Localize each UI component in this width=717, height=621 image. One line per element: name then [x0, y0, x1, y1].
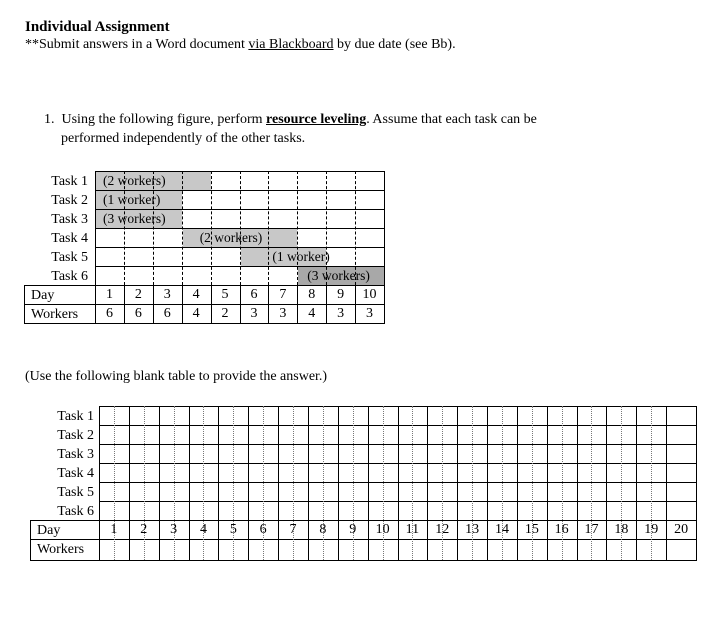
day-number: 6 [250, 287, 258, 302]
answer-worker-cell[interactable] [309, 540, 337, 559]
answer-worker-cell[interactable] [130, 540, 158, 559]
grid-line [268, 171, 269, 285]
answer-worker-cell[interactable] [369, 540, 397, 559]
answer-task-label: Task 3 [57, 447, 94, 462]
worker-count: 3 [337, 306, 345, 321]
worker-count: 6 [163, 306, 171, 321]
answer-day-number: 7 [289, 522, 297, 537]
bar-label: (1 worker) [272, 249, 330, 264]
answer-day-number: 14 [494, 522, 509, 537]
answer-day-number: 3 [170, 522, 178, 537]
answer-worker-cell[interactable] [548, 540, 576, 559]
submission-note [25, 37, 456, 53]
bar-label: (2 workers) [103, 173, 166, 188]
worker-count: 2 [221, 306, 229, 321]
grid-line [240, 171, 241, 285]
answer-day-number: 10 [375, 522, 390, 537]
answer-day-number: 16 [554, 522, 569, 537]
answer-worker-cell[interactable] [578, 540, 606, 559]
answer-task-label: Task 2 [57, 428, 94, 443]
answer-day-number: 11 [405, 522, 420, 537]
worker-count: 6 [105, 306, 113, 321]
answer-task-label: Task 4 [57, 466, 94, 481]
question-text-suffix: . Assume that each task can be [366, 112, 537, 127]
worker-count: 4 [308, 306, 316, 321]
grid-line [326, 171, 327, 285]
task-label: Task 4 [51, 231, 88, 246]
grid-line [696, 406, 697, 561]
resource-leveling-keyword: resource leveling [266, 112, 367, 127]
answer-day-number: 15 [524, 522, 539, 537]
submission-suffix: by due date (see Bb). [333, 37, 456, 52]
answer-worker-cell[interactable] [249, 540, 277, 559]
answer-worker-cell[interactable] [219, 540, 247, 559]
answer-day-number: 5 [229, 522, 237, 537]
answer-worker-cell[interactable] [667, 540, 695, 559]
worker-count: 3 [279, 306, 287, 321]
day-number: 9 [337, 287, 345, 302]
bar-label: (1 worker) [103, 192, 161, 207]
answer-day-number: 19 [644, 522, 659, 537]
grid-line [182, 171, 183, 285]
answer-worker-cell[interactable] [488, 540, 516, 559]
day-number: 5 [221, 287, 229, 302]
answer-worker-cell[interactable] [428, 540, 456, 559]
answer-day-number: 6 [259, 522, 267, 537]
page-title: Individual Assignment [25, 19, 170, 35]
answer-day-number: 13 [465, 522, 480, 537]
worker-count: 6 [134, 306, 142, 321]
answer-day-number: 20 [674, 522, 689, 537]
day-number: 7 [279, 287, 287, 302]
blackboard-link[interactable]: via Blackboard [248, 37, 334, 52]
answer-worker-cell[interactable] [637, 540, 665, 559]
task-label: Task 5 [51, 250, 88, 265]
grid-line [124, 171, 125, 285]
grid-line [24, 285, 25, 324]
grid-line [297, 171, 298, 285]
answer-day-number: 17 [584, 522, 599, 537]
day-number: 3 [163, 287, 171, 302]
grid-line [355, 171, 356, 285]
answer-worker-cell[interactable] [100, 540, 128, 559]
worker-count: 4 [192, 306, 200, 321]
answer-worker-cell[interactable] [190, 540, 218, 559]
answer-day-number: 2 [140, 522, 148, 537]
day-number: 2 [134, 287, 142, 302]
grid-line [30, 560, 697, 561]
question-number: 1. [44, 112, 55, 127]
answer-task-label: Task 6 [57, 504, 94, 519]
answer-day-number: 8 [319, 522, 327, 537]
answer-day-number: 12 [435, 522, 450, 537]
bar-label: (3 workers) [307, 268, 370, 283]
grid-line [24, 323, 385, 324]
submission-prefix: **Submit answers in a Word document [25, 37, 249, 52]
task-label: Task 2 [51, 193, 88, 208]
question-text-line2: performed independently of the other tasks. [61, 131, 306, 146]
grid-line [153, 171, 154, 285]
grid-line [384, 171, 385, 324]
answer-task-label: Task 1 [57, 409, 94, 424]
task-label: Task 6 [51, 269, 88, 284]
day-number: 1 [105, 287, 113, 302]
bar-label: (2 workers) [199, 230, 263, 245]
day-number: 4 [192, 287, 200, 302]
answer-day-number: 4 [199, 522, 207, 537]
day-number: 10 [362, 287, 377, 302]
answer-task-label: Task 5 [57, 485, 94, 500]
answer-day-label: Day [37, 523, 61, 538]
question-1 [44, 110, 537, 148]
answer-worker-cell[interactable] [458, 540, 486, 559]
answer-day-number: 1 [110, 522, 118, 537]
workers-label: Workers [31, 307, 79, 322]
grid-line [211, 171, 212, 285]
worker-count: 3 [366, 306, 374, 321]
answer-worker-cell[interactable] [399, 540, 427, 559]
answer-worker-cell[interactable] [279, 540, 307, 559]
day-number: 8 [308, 287, 316, 302]
bar-label: (3 workers) [103, 211, 166, 226]
grid-line [30, 520, 31, 561]
worker-count: 3 [250, 306, 258, 321]
answer-worker-cell[interactable] [160, 540, 188, 559]
task-label: Task 3 [51, 212, 88, 227]
answer-worker-cell[interactable] [339, 540, 367, 559]
answer-instruction: (Use the following blank table to provide the answer.) [25, 369, 328, 384]
answer-worker-cell[interactable] [518, 540, 546, 559]
question-text-prefix: Using the following figure, perform [61, 112, 267, 127]
answer-day-number: 9 [349, 522, 357, 537]
task-label: Task 1 [51, 174, 88, 189]
answer-day-number: 18 [614, 522, 629, 537]
answer-workers-label: Workers [37, 542, 85, 557]
day-label: Day [31, 288, 55, 303]
answer-worker-cell[interactable] [607, 540, 635, 559]
